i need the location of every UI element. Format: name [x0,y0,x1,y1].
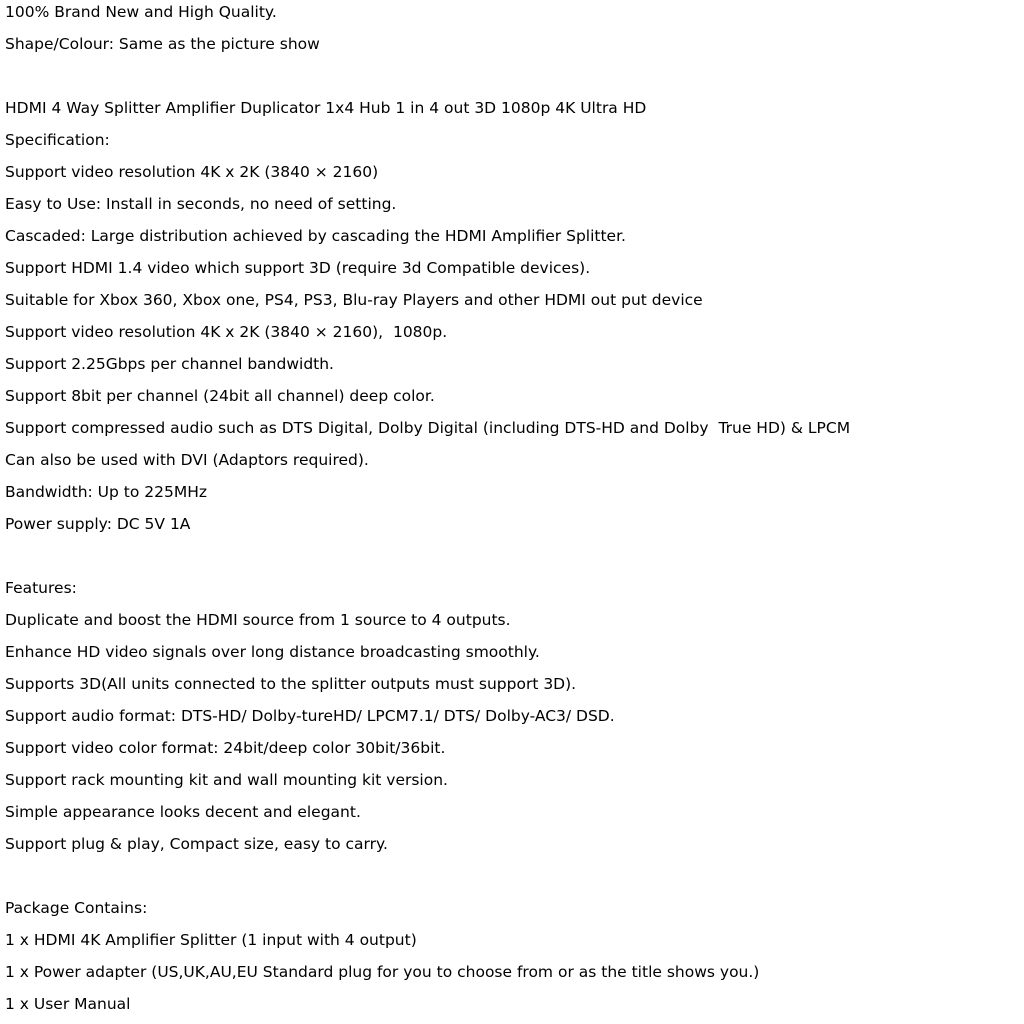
features-heading: Features: [5,579,77,597]
blank-line [5,540,1020,572]
feature-item: Duplicate and boost the HDMI source from 1 source to 4 outputs. [5,611,511,629]
package-heading: Package Contains: [5,899,148,917]
package-item: 1 x HDMI 4K Amplifier Splitter (1 input with 4 output) [5,931,417,949]
spec-item: Easy to Use: Install in seconds, no need of setting. [5,195,397,213]
feature-item: Support video color format: 24bit/deep color 30bit/36bit. [5,739,446,757]
spec-item: Support HDMI 1.4 video which support 3D (require 3d Compatible devices). [5,259,591,277]
feature-item: Supports 3D(All units connected to the splitter outputs must support 3D). [5,675,577,693]
feature-item: Support rack mounting kit and wall mounting kit version. [5,771,448,789]
product-title: HDMI 4 Way Splitter Amplifier Duplicator 1x4 Hub 1 in 4 out 3D 1080p 4K Ultra HD [5,99,647,117]
specification-heading: Specification: [5,131,110,149]
feature-item: Simple appearance looks decent and elegant. [5,803,361,821]
spec-item: Suitable for Xbox 360, Xbox one, PS4, PS3, Blu-ray Players and other HDMI out put device [5,291,703,309]
spec-item: Can also be used with DVI (Adaptors required). [5,451,369,469]
spec-item: Support 8bit per channel (24bit all channel) deep color. [5,387,435,405]
product-description [5,0,1020,1020]
blank-line [5,60,1020,92]
intro-line-shape-colour: Shape/Colour: Same as the picture show [5,35,320,53]
package-item: 1 x Power adapter (US,UK,AU,EU Standard plug for you to choose from or as the title shows you.) [5,963,760,981]
feature-item: Enhance HD video signals over long distance broadcasting smoothly. [5,643,540,661]
spec-item: Bandwidth: Up to 225MHz [5,483,208,501]
spec-item: Support video resolution 4K x 2K (3840 × 2160) [5,163,379,181]
intro-line-quality: 100% Brand New and High Quality. [5,3,277,21]
spec-item: Power supply: DC 5V 1A [5,515,191,533]
package-item: 1 x User Manual [5,995,131,1013]
blank-line [5,860,1020,892]
feature-item: Support plug & play, Compact size, easy to carry. [5,835,388,853]
feature-item: Support audio format: DTS-HD/ Dolby-tureHD/ LPCM7.1/ DTS/ Dolby-AC3/ DSD. [5,707,615,725]
spec-item: Support compressed audio such as DTS Digital, Dolby Digital (including DTS-HD and Dolby True HD) & LPCM [5,419,851,437]
spec-item: Support 2.25Gbps per channel bandwidth. [5,355,334,373]
spec-item: Support video resolution 4K x 2K (3840 × 2160), 1080p. [5,323,448,341]
spec-item: Cascaded: Large distribution achieved by cascading the HDMI Amplifier Splitter. [5,227,626,245]
